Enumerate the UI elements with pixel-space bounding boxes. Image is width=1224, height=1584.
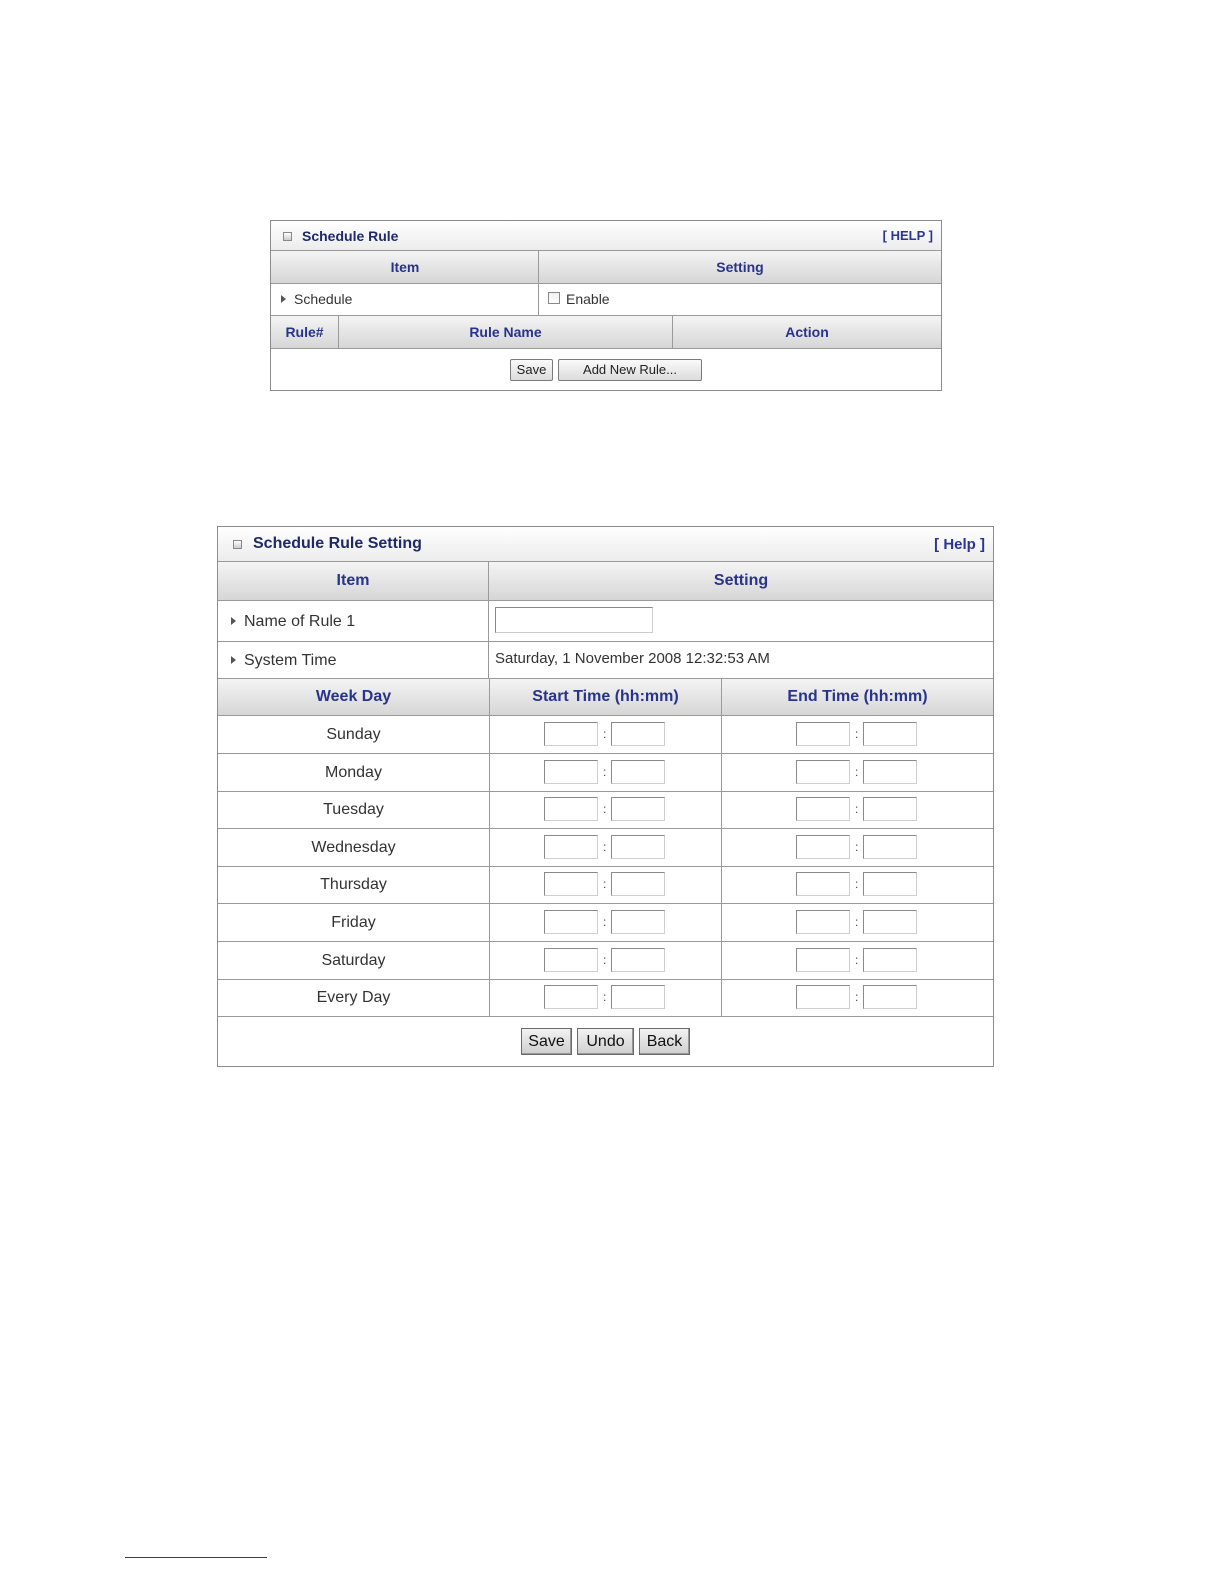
end-hour-input[interactable] <box>796 722 850 746</box>
time-separator: : <box>855 802 859 816</box>
schedule-rule-setting-title-bar <box>218 527 993 562</box>
panel-title: Schedule Rule Setting <box>253 535 422 552</box>
start-hour-input[interactable] <box>544 835 598 859</box>
arrow-right-icon <box>281 295 286 303</box>
divider <box>271 348 941 349</box>
week-day-row <box>218 829 993 867</box>
setting-header: Setting <box>539 251 941 283</box>
rule-name-label-cell <box>231 601 486 641</box>
footnote-rule <box>125 1557 267 1558</box>
end-hour-input[interactable] <box>796 872 850 896</box>
start-minute-input[interactable] <box>611 910 665 934</box>
system-time-label-cell <box>231 642 486 678</box>
time-separator: : <box>855 915 859 929</box>
start-hour-input[interactable] <box>544 760 598 784</box>
system-time-value: Saturday, 1 November 2008 12:32:53 AM <box>495 650 770 667</box>
end-hour-input[interactable] <box>796 797 850 821</box>
divider <box>338 316 339 348</box>
divider <box>218 1016 993 1017</box>
end-hour-input[interactable] <box>796 948 850 972</box>
week-day-label: Monday <box>325 764 382 781</box>
time-separator: : <box>603 840 607 854</box>
end-minute-input[interactable] <box>863 835 917 859</box>
end-minute-input[interactable] <box>863 910 917 934</box>
week-day-row <box>218 716 993 754</box>
save-button[interactable]: Save <box>510 359 553 381</box>
end-minute-input[interactable] <box>863 948 917 972</box>
time-separator: : <box>603 915 607 929</box>
back-button[interactable]: Back <box>639 1028 690 1055</box>
start-hour-input[interactable] <box>544 722 598 746</box>
week-day-label: Sunday <box>326 726 381 743</box>
panel-title: Schedule Rule <box>302 228 399 244</box>
square-icon <box>233 540 242 549</box>
start-minute-input[interactable] <box>611 948 665 972</box>
end-minute-input[interactable] <box>863 760 917 784</box>
start-hour-input[interactable] <box>544 948 598 972</box>
enable-label: Enable <box>566 291 610 307</box>
divider <box>488 562 489 678</box>
rule-name-input[interactable] <box>495 607 653 633</box>
end-minute-input[interactable] <box>863 985 917 1009</box>
week-day-label: Tuesday <box>323 801 384 818</box>
week-day-label: Saturday <box>321 952 386 969</box>
time-separator: : <box>855 727 859 741</box>
week-day-row <box>218 754 993 792</box>
time-separator: : <box>855 877 859 891</box>
item-header: Item <box>271 251 539 283</box>
time-separator: : <box>855 840 859 854</box>
schedule-rule-title-bar <box>271 221 941 251</box>
week-day-row <box>218 866 993 904</box>
help-link[interactable]: [ Help ] <box>934 536 985 553</box>
schedule-label: Schedule <box>294 291 353 307</box>
start-minute-input[interactable] <box>611 872 665 896</box>
rule-name-label: Name of Rule 1 <box>244 613 356 630</box>
week-day-row <box>218 904 993 942</box>
start-time-header: Start Time (hh:mm) <box>490 679 721 715</box>
rule-name-header: Rule Name <box>339 316 672 348</box>
end-hour-input[interactable] <box>796 985 850 1009</box>
end-minute-input[interactable] <box>863 797 917 821</box>
time-separator: : <box>603 877 607 891</box>
undo-button[interactable]: Undo <box>577 1028 634 1055</box>
week-day-header: Week Day <box>218 679 489 715</box>
week-day-row <box>218 979 993 1017</box>
action-header: Action <box>673 316 941 348</box>
time-separator: : <box>603 727 607 741</box>
time-separator: : <box>855 953 859 967</box>
end-minute-input[interactable] <box>863 872 917 896</box>
week-day-label: Friday <box>331 914 376 931</box>
time-separator: : <box>603 765 607 779</box>
end-time-header: End Time (hh:mm) <box>722 679 993 715</box>
time-separator: : <box>603 990 607 1004</box>
start-hour-input[interactable] <box>544 910 598 934</box>
time-separator: : <box>855 765 859 779</box>
schedule-rule-setting-panel <box>217 526 994 1067</box>
system-time-label: System Time <box>244 652 337 669</box>
item-header: Item <box>218 562 488 600</box>
enable-cell <box>548 283 928 315</box>
end-hour-input[interactable] <box>796 760 850 784</box>
save-button[interactable]: Save <box>521 1028 572 1055</box>
time-separator: : <box>603 802 607 816</box>
divider <box>672 316 673 348</box>
arrow-right-icon <box>231 656 236 664</box>
enable-checkbox[interactable] <box>548 292 560 304</box>
start-hour-input[interactable] <box>544 797 598 821</box>
arrow-right-icon <box>231 617 236 625</box>
week-day-row <box>218 942 993 980</box>
start-hour-input[interactable] <box>544 985 598 1009</box>
week-day-row <box>218 791 993 829</box>
start-minute-input[interactable] <box>611 835 665 859</box>
start-minute-input[interactable] <box>611 722 665 746</box>
help-link[interactable]: [ HELP ] <box>882 228 933 243</box>
add-new-rule-button[interactable]: Add New Rule... <box>558 359 702 381</box>
week-day-label: Thursday <box>320 876 387 893</box>
square-icon <box>283 232 292 241</box>
time-separator: : <box>855 990 859 1004</box>
week-day-label: Wednesday <box>311 839 396 856</box>
end-minute-input[interactable] <box>863 722 917 746</box>
end-hour-input[interactable] <box>796 910 850 934</box>
schedule-rule-panel <box>270 220 942 391</box>
week-day-label: Every Day <box>316 989 391 1006</box>
start-minute-input[interactable] <box>611 760 665 784</box>
week-day-rows <box>218 716 993 1016</box>
end-hour-input[interactable] <box>796 835 850 859</box>
start-hour-input[interactable] <box>544 872 598 896</box>
time-separator: : <box>603 953 607 967</box>
schedule-label-cell <box>281 283 536 315</box>
setting-header: Setting <box>489 562 993 600</box>
rule-number-header: Rule# <box>271 316 338 348</box>
start-minute-input[interactable] <box>611 797 665 821</box>
start-minute-input[interactable] <box>611 985 665 1009</box>
